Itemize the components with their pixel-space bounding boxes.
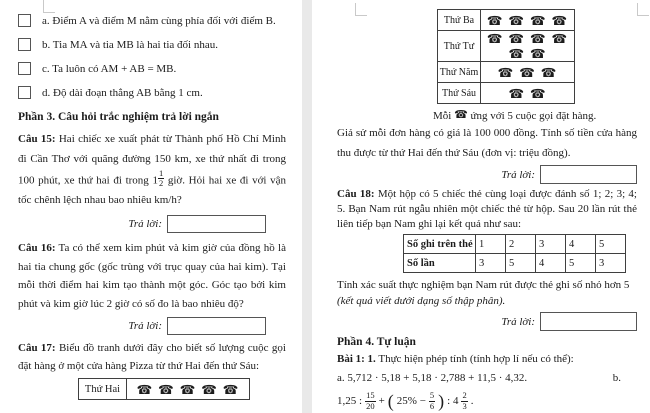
- question-17-label: Câu 17:: [18, 342, 56, 355]
- telephone-icon: ☎: [454, 108, 468, 121]
- option-b-label: b. Tia MA và tia MB là hai tia đối nhau.: [42, 38, 218, 51]
- section-3-heading: Phần 3. Câu hỏi trắc nghiệm trả lời ngắn: [18, 111, 219, 123]
- telephone-icons: ☎ ☎: [508, 85, 547, 101]
- answer-row-q16: [18, 317, 266, 335]
- answer-box-q16[interactable]: [167, 317, 266, 335]
- option-c: [18, 62, 286, 75]
- checkbox-option-d[interactable]: [18, 86, 31, 99]
- answer-row-q18: [337, 312, 637, 331]
- pictograph-row: [438, 31, 575, 62]
- math-expression-a: [337, 371, 637, 385]
- pictograph-row: [438, 10, 575, 31]
- question-17-continued-text: Giả sử mỗi đơn hàng có giá là 100 000 đồng. Tính số tiền cửa hàng thu được từ thứ Hai đến thứ Sáu (đơn vị: triệu đồng).: [337, 127, 637, 159]
- answer-label-q17: Trả lời:: [501, 168, 535, 181]
- pictograph-day-label: Thứ Hai: [79, 379, 127, 400]
- pictograph-day-label: Thứ Sáu: [438, 83, 481, 104]
- option-a: [18, 14, 286, 27]
- exercise-1-text: Bài 1: 1. Thực hiện phép tính (tính hợp lí nếu có thể):: [337, 353, 574, 365]
- telephone-icons: ☎ ☎ ☎: [497, 64, 558, 80]
- math-a-expression: 5,712 · 5,18 + 5,18 · 2,788 + 11,5 · 4,32.: [347, 372, 528, 384]
- telephone-icons: ☎ ☎ ☎ ☎ ☎ ☎: [486, 31, 569, 61]
- fraction-15-20: $\frac{15}{20}$: [366, 390, 375, 411]
- question-18-followup: Tính xác suất thực nghiệm bạn Nam rút được thẻ ghi số nhỏ hơn 5: [337, 279, 630, 291]
- fraction-2-3: $\frac{2}{3}$: [462, 390, 467, 411]
- option-b: [18, 38, 286, 51]
- exercise-1-label: Bài 1: 1.: [337, 353, 376, 365]
- text-boundary-mark: [355, 3, 367, 16]
- checkbox-option-b[interactable]: [18, 38, 31, 51]
- fraction-5-6: $\frac{5}{6}$: [429, 390, 435, 411]
- telephone-icons: ☎ ☎ ☎ ☎ ☎: [136, 381, 240, 397]
- pictograph-row: [438, 83, 575, 104]
- frequency-header-label: Số ghi trên thẻ: [404, 235, 476, 254]
- math-b-item-label: b.: [612, 372, 621, 384]
- answer-label-q16: Trả lời:: [128, 320, 162, 333]
- section-4-heading: Phần 4. Tự luận: [337, 336, 416, 348]
- answer-row-q17: [337, 165, 637, 184]
- pictograph-day-label: Thứ Ba: [438, 10, 481, 31]
- open-paren: (: [387, 391, 394, 411]
- question-15-text: Câu 15: Hai chiếc xe xuất phát từ Thành phố Hồ Chí Minh đi Cần Thơ với quãng đường 150 km, xe thứ nhất đi trong 100 phút, xe thứ hai đi trong 1 $\frac{1}{2}$ giờ. Hỏi hai xe đi với vận tốc chênh lệch nhau bao nhiêu km/h?: [18, 133, 286, 207]
- pictograph-row: [79, 379, 250, 400]
- question-16-text: Câu 16: Ta có thể xem kim phút và kim giờ của đồng hồ là hai tia chung gốc (gốc trùng với trục quay của hai kim). Tại mỗi thời điểm hai kim tạo thành một góc. Góc tạo bởi kim phút và kim giờ lúc 2 giờ có số đo là bao nhiêu độ?: [18, 242, 286, 310]
- question-18-note: (kết quả viết dưới dạng số thập phân).: [337, 295, 506, 307]
- fraction-one-half: $\frac{1}{2}$: [158, 168, 164, 189]
- answer-label-q15: Trả lời:: [128, 218, 162, 231]
- pictograph-legend: Mỗi ☎ ứng với 5 cuộc gọi đặt hàng.: [433, 108, 597, 122]
- answer-box-q18[interactable]: [540, 312, 637, 331]
- frequency-table-header-row: Số ghi trên thẻ 1 2 3 4 5: [404, 235, 626, 254]
- option-c-label: c. Ta luôn có AM + AB = MB.: [42, 62, 177, 75]
- text-boundary-mark: [637, 3, 649, 16]
- close-paren: ): [438, 391, 445, 411]
- answer-row-q15: [18, 215, 266, 233]
- document-page-2: [312, 0, 650, 413]
- answer-box-q17[interactable]: [540, 165, 637, 184]
- question-18-label: Câu 18:: [337, 188, 375, 200]
- frequency-row-label: Số lần: [404, 254, 476, 273]
- frequency-table-value-row: Số lần 3 5 4 5 3: [404, 254, 626, 273]
- math-expression-b: 1,25 : $\frac{15}{20}$ + ( 25% − $\frac{5}{6}$ ) : 4 $\frac{2}{3}$ .: [337, 390, 474, 411]
- question-15-label: Câu 15:: [18, 133, 56, 145]
- math-a-item-label: a.: [337, 372, 345, 384]
- pictograph-table-week: [437, 9, 575, 104]
- pictograph-table-monday: [78, 378, 250, 400]
- question-18-text: Câu 18: Một hộp có 5 chiếc thẻ cùng loại được đánh số 1; 2; 3; 4; 5. Bạn Nam rút ngẫu nhiên một chiếc thẻ từ hộp. Sau 20 lần rút thẻ liên tiếp bạn Nam ghi lại kết quả như sau:: [337, 188, 637, 230]
- option-a-label: a. Điểm A và điểm M nằm cùng phía đối với điểm B.: [42, 14, 276, 27]
- telephone-icons: ☎ ☎ ☎ ☎: [486, 12, 569, 28]
- answer-label-q18: Trả lời:: [501, 315, 535, 328]
- pictograph-row: [438, 62, 575, 83]
- option-d-label: d. Độ dài đoạn thẳng AB bằng 1 cm.: [42, 86, 203, 99]
- option-d: [18, 86, 286, 99]
- frequency-table: [403, 234, 626, 273]
- checkbox-option-a[interactable]: [18, 14, 31, 27]
- question-17-text: Câu 17: Biểu đồ tranh dưới đây cho biết số lượng cuộc gọi đặt hàng ở một cửa hàng Pizza từ thứ Hai đến thứ Sáu:: [18, 342, 286, 373]
- pictograph-day-label: Thứ Tư: [438, 31, 481, 62]
- document-page-1: [0, 0, 302, 413]
- text-boundary-mark: [43, 0, 55, 13]
- pictograph-day-label: Thứ Năm: [438, 62, 481, 83]
- checkbox-option-c[interactable]: [18, 62, 31, 75]
- answer-box-q15[interactable]: [167, 215, 266, 233]
- question-16-label: Câu 16:: [18, 242, 56, 255]
